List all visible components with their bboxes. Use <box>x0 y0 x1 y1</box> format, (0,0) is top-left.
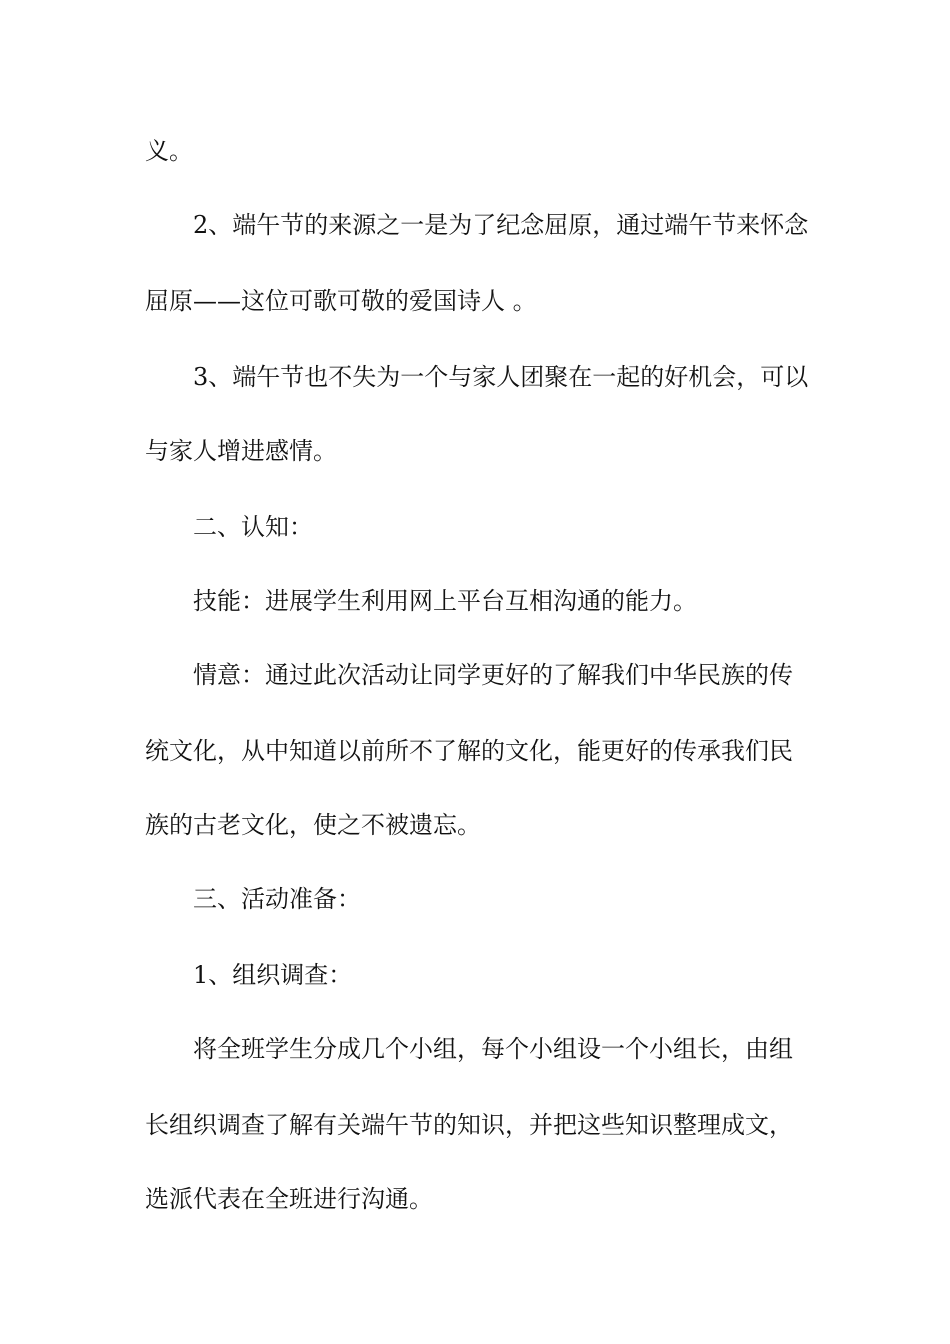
text-line: 选派代表在全班进行沟通。 <box>145 1185 433 1213</box>
section-heading: 三、活动准备： <box>193 885 361 913</box>
text-line: 情意：通过此次活动让同学更好的了解我们中华民族的传 <box>193 661 793 689</box>
text-line: 屈原——这位可歌可敬的爱国诗人 。 <box>145 287 537 315</box>
text-line: 技能：进展学生利用网上平台互相沟通的能力。 <box>193 587 697 615</box>
subsection-heading: 1、组织调查： <box>193 961 353 989</box>
text-line: 族的古老文化，使之不被遗忘。 <box>145 811 481 839</box>
text-line: 长组织调查了解有关端午节的知识，并把这些知识整理成文， <box>145 1111 793 1139</box>
text-line: 3、端午节也不失为一个与家人团聚在一起的好机会，可以 <box>193 363 809 391</box>
section-heading: 二、认知： <box>193 513 313 541</box>
text-line: 统文化，从中知道以前所不了解的文化，能更好的传承我们民 <box>145 737 793 765</box>
text-line: 与家人增进感情。 <box>145 437 337 465</box>
text-line: 义。 <box>145 137 193 165</box>
text-line: 2、端午节的来源之一是为了纪念屈原，通过端午节来怀念 <box>193 211 809 239</box>
text-line: 将全班学生分成几个小组，每个小组设一个小组长，由组 <box>193 1035 793 1063</box>
